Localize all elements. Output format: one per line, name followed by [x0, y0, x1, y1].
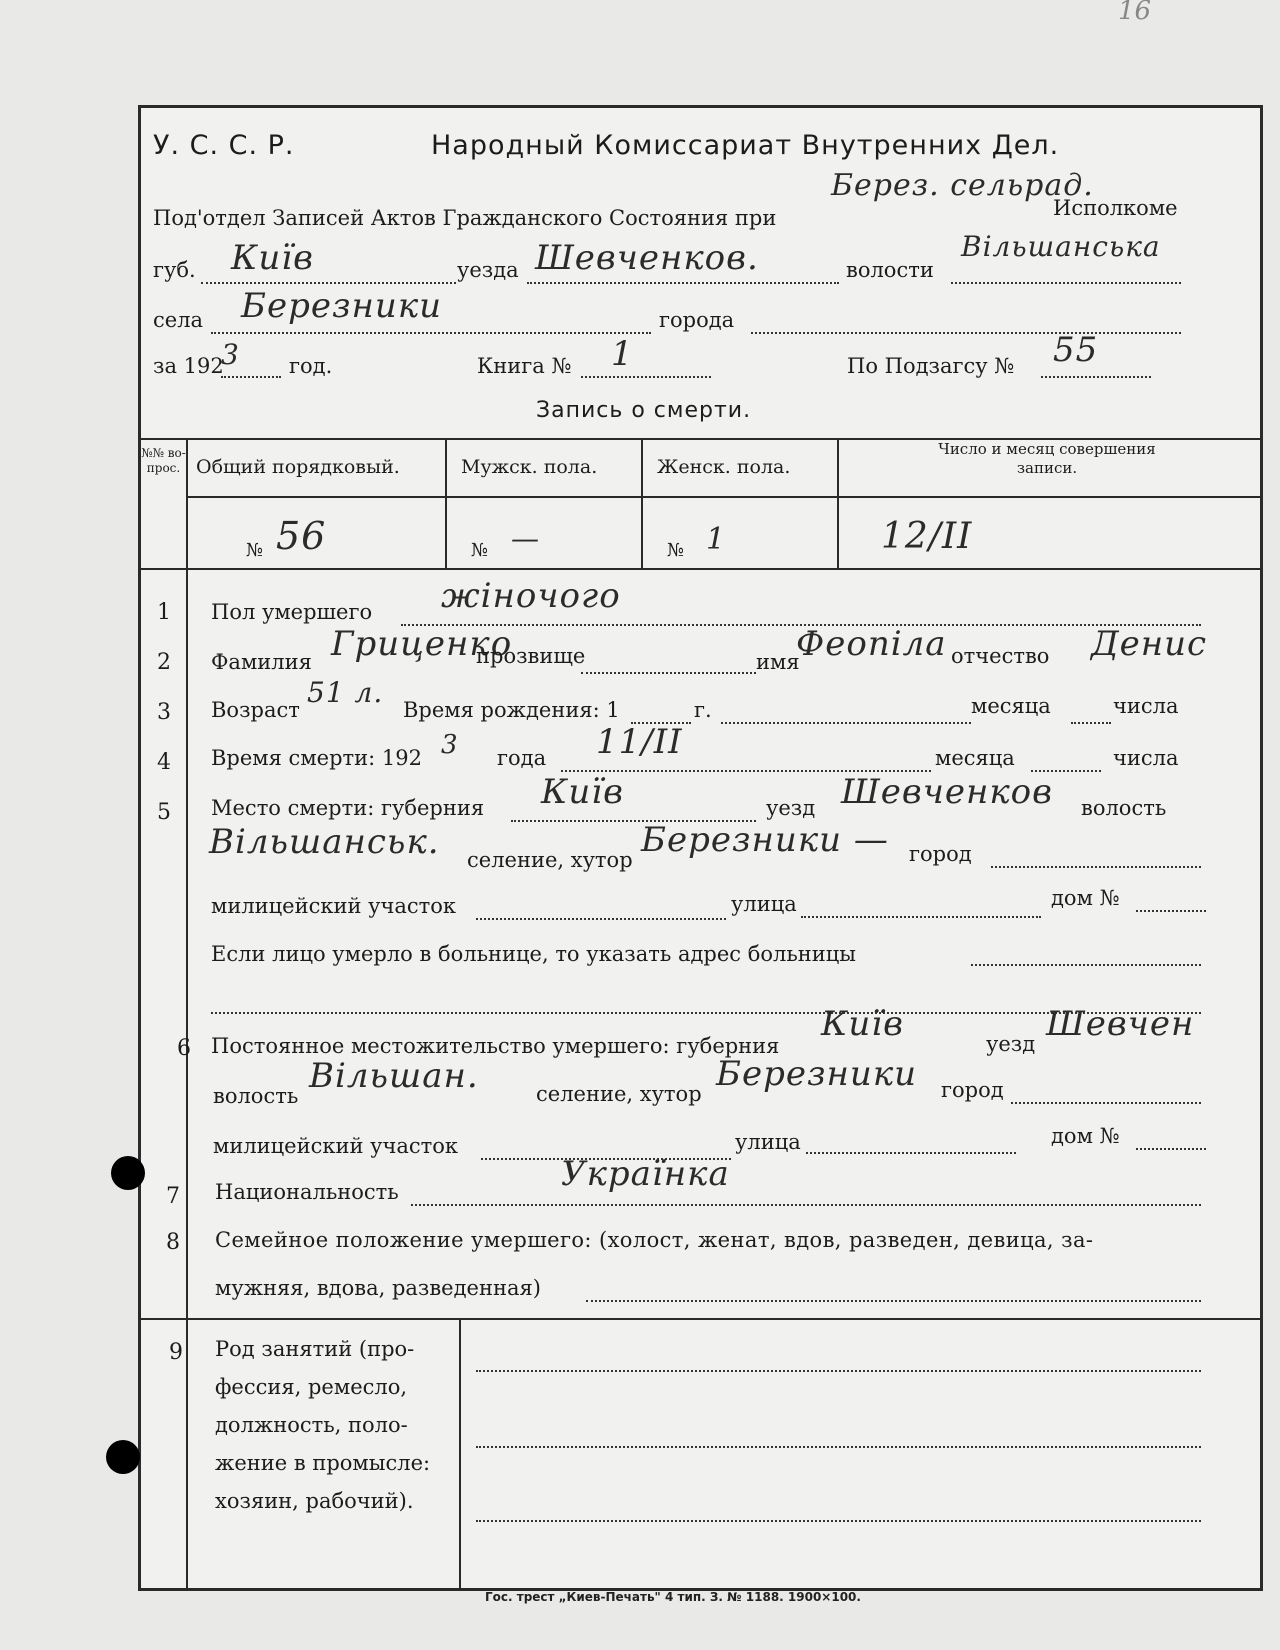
podzags-label: По Подзагсу №: [847, 354, 1015, 378]
row-number-1: 1: [157, 600, 171, 625]
death-place-uezd-label: уезд: [766, 796, 816, 820]
death-date-handwritten: 11/II: [596, 722, 683, 762]
republic-title: У. С. С. Р.: [153, 130, 295, 161]
residence-selo-label: селение, хутор: [536, 1082, 702, 1106]
hospital-label: Если лицо умерло в больнице, то указать адрес больницы: [211, 942, 856, 966]
marital-status-field-line: [586, 1300, 1201, 1302]
residence-street-line: [806, 1152, 1016, 1154]
female-number-handwritten: 1: [706, 522, 727, 557]
birth-day-line: [1071, 722, 1111, 724]
uezd-handwritten: Шевченков.: [535, 238, 759, 278]
name-label: имя: [756, 650, 800, 674]
table-col-3: [641, 438, 643, 568]
podzags-field-line: [1041, 376, 1151, 378]
residence-street-label: улица: [735, 1130, 801, 1154]
gub-label: губ.: [153, 258, 196, 282]
residence-militia-label: милицейский участок: [213, 1134, 459, 1158]
birth-month-label: месяца: [971, 694, 1051, 718]
nationality-field-line: [411, 1204, 1201, 1206]
printer-imprint: Гос. трест „Киев-Печать" 4 тип. З. № 1188. 1900×100.: [485, 1590, 861, 1604]
death-place-volost-handwritten: Вільшанськ.: [209, 822, 440, 862]
residence-selo-handwritten: Березники: [716, 1054, 918, 1094]
male-header: Мужск. пола.: [461, 456, 598, 478]
residence-volost-handwritten: Вільшан.: [309, 1056, 479, 1096]
residence-gorod-label: город: [941, 1078, 1004, 1102]
death-place-militia-line: [476, 918, 726, 920]
occupation-label-line4: жение в промысле:: [215, 1451, 431, 1475]
punch-hole-top: [111, 1156, 145, 1190]
death-place-house-label: дом №: [1051, 886, 1120, 910]
general-number-handwritten: 56: [276, 514, 327, 558]
selo-handwritten: Березники: [241, 286, 443, 326]
year-handwritten: 3: [221, 338, 240, 371]
residence-volost-label: волость: [213, 1084, 299, 1108]
residence-gub-handwritten: Київ: [821, 1004, 904, 1044]
volost-label: волости: [846, 258, 934, 282]
age-handwritten: 51 л.: [307, 676, 384, 709]
residence-house-label: дом №: [1051, 1124, 1120, 1148]
archive-page-number: 16: [1118, 0, 1152, 26]
date-header: Число и месяц совершения записи.: [938, 440, 1156, 477]
sex-handwritten: жіночого: [441, 576, 621, 616]
death-place-street-label: улица: [731, 892, 797, 916]
residence-house-line: [1136, 1148, 1206, 1150]
year-field-line: [221, 376, 281, 378]
death-place-militia-label: милицейский участок: [211, 894, 457, 918]
table-col-4: [837, 438, 839, 568]
occupation-label-line3: должность, поло-: [215, 1413, 408, 1437]
death-place-gub-handwritten: Київ: [541, 772, 624, 812]
row-number-5: 5: [157, 800, 171, 825]
female-header: Женск. пола.: [657, 456, 791, 478]
executive-label: Исполкоме: [1053, 196, 1178, 220]
death-day-label: числа: [1113, 746, 1179, 770]
death-month-label: месяца: [935, 746, 1015, 770]
record-date-handwritten: 12/II: [881, 516, 973, 557]
row-number-3: 3: [157, 700, 171, 725]
death-place-gorod-line: [991, 866, 1201, 868]
nickname-field-line: [581, 672, 756, 674]
gub-field-line: [201, 282, 456, 284]
volost-handwritten: Вільшанська: [961, 230, 1161, 263]
nationality-label: Национальность: [215, 1180, 399, 1204]
marital-status-line1: Семейное положение умершего: (холост, женат, вдов, разведен, девица, за-: [215, 1228, 1094, 1252]
row-number-8: 8: [166, 1230, 180, 1255]
question-number-header: №№ во-прос.: [141, 446, 186, 475]
marital-status-line2: мужняя, вдова, разведенная): [215, 1276, 541, 1300]
residence-gorod-line: [1011, 1102, 1201, 1104]
occupation-top-line: [141, 1318, 1260, 1320]
book-handwritten: 1: [611, 334, 634, 374]
female-number-prefix: №: [667, 540, 685, 561]
gub-handwritten: Київ: [231, 238, 314, 278]
occupation-field-line-2: [476, 1446, 1201, 1448]
table-header-line: [186, 496, 1260, 498]
record-title: Запись о смерти.: [536, 398, 752, 423]
table-bottom-line: [141, 568, 1260, 570]
year-suffix: год.: [289, 354, 333, 378]
patronymic-handwritten: Денис: [1091, 624, 1208, 664]
general-number-header: Общий порядковый.: [196, 456, 400, 478]
commissariat-title: Народный Комиссариат Внутренних Дел.: [431, 130, 1060, 161]
death-place-selo-handwritten: Березники —: [641, 820, 889, 860]
book-field-line: [581, 376, 711, 378]
age-label: Возраст: [211, 698, 300, 722]
patronymic-label: отчество: [951, 644, 1050, 668]
table-col-2: [445, 438, 447, 568]
birth-month-line: [721, 722, 971, 724]
row-number-7: 7: [166, 1184, 180, 1209]
death-place-house-line: [1136, 910, 1206, 912]
subdept-handwritten: Берез. сельрад.: [831, 168, 1094, 203]
nationality-handwritten: Українка: [561, 1154, 730, 1194]
death-place-gorod-label: город: [909, 842, 972, 866]
book-label: Книга №: [477, 354, 572, 378]
death-place-selo-label: селение, хутор: [467, 848, 633, 872]
row-number-4: 4: [157, 750, 171, 775]
occupation-label-divider: [459, 1318, 461, 1588]
residence-uezd-handwritten: Шевчен: [1046, 1004, 1195, 1044]
general-number-prefix: №: [246, 540, 264, 561]
death-record-form: [138, 105, 1263, 1591]
surname-handwritten: Гриценко: [331, 624, 513, 664]
occupation-label-line1: Род занятий (про-: [215, 1337, 415, 1361]
occupation-field-line-1: [476, 1370, 1201, 1372]
nickname-label: прозвище: [476, 644, 586, 668]
death-place-uezd-handwritten: Шевченков: [841, 772, 1053, 812]
selo-label: села: [153, 308, 204, 332]
residence-uezd-label: уезд: [986, 1032, 1036, 1056]
row-number-2: 2: [157, 650, 171, 675]
table-col-1: [186, 438, 188, 1588]
birth-year-suffix: г.: [694, 698, 712, 722]
row-number-9: 9: [169, 1340, 183, 1365]
birth-label: Время рождения: 1: [403, 698, 620, 722]
uezd-field-line: [527, 282, 839, 284]
selo-field-line: [211, 332, 651, 334]
male-number-handwritten: —: [511, 522, 540, 555]
occupation-label-line2: фессия, ремесло,: [215, 1375, 408, 1399]
sex-label: Пол умершего: [211, 600, 373, 624]
row-number-6: 6: [177, 1036, 191, 1061]
surname-label: Фамилия: [211, 650, 312, 674]
occupation-label: [215, 1330, 451, 1520]
name-handwritten: Феопіла: [796, 624, 947, 664]
volost-field-line: [951, 282, 1181, 284]
death-time-label: Время смерти: 192: [211, 746, 422, 770]
residence-label: Постоянное местожительство умершего: губерния: [211, 1034, 780, 1058]
death-place-gub-label: Место смерти: губерния: [211, 796, 485, 820]
year-prefix: за 192: [153, 354, 224, 378]
subdept-label: Под'отдел Записей Актов Гражданского Состояния при: [153, 206, 777, 230]
death-year-word: года: [497, 746, 547, 770]
gorod-label: города: [659, 308, 735, 332]
occupation-field-line-3: [476, 1520, 1201, 1522]
hospital-field-line: [971, 964, 1201, 966]
podzags-handwritten: 55: [1053, 330, 1099, 370]
punch-hole-bottom: [106, 1440, 140, 1474]
death-year-handwritten: 3: [441, 730, 459, 760]
male-number-prefix: №: [471, 540, 489, 561]
occupation-label-line5: хозяин, рабочий).: [215, 1489, 414, 1513]
uezd-label: уезда: [457, 258, 519, 282]
death-place-street-line: [801, 916, 1041, 918]
gorod-field-line: [751, 332, 1181, 334]
birth-day-label: числа: [1113, 694, 1179, 718]
death-place-volost-label: волость: [1081, 796, 1167, 820]
